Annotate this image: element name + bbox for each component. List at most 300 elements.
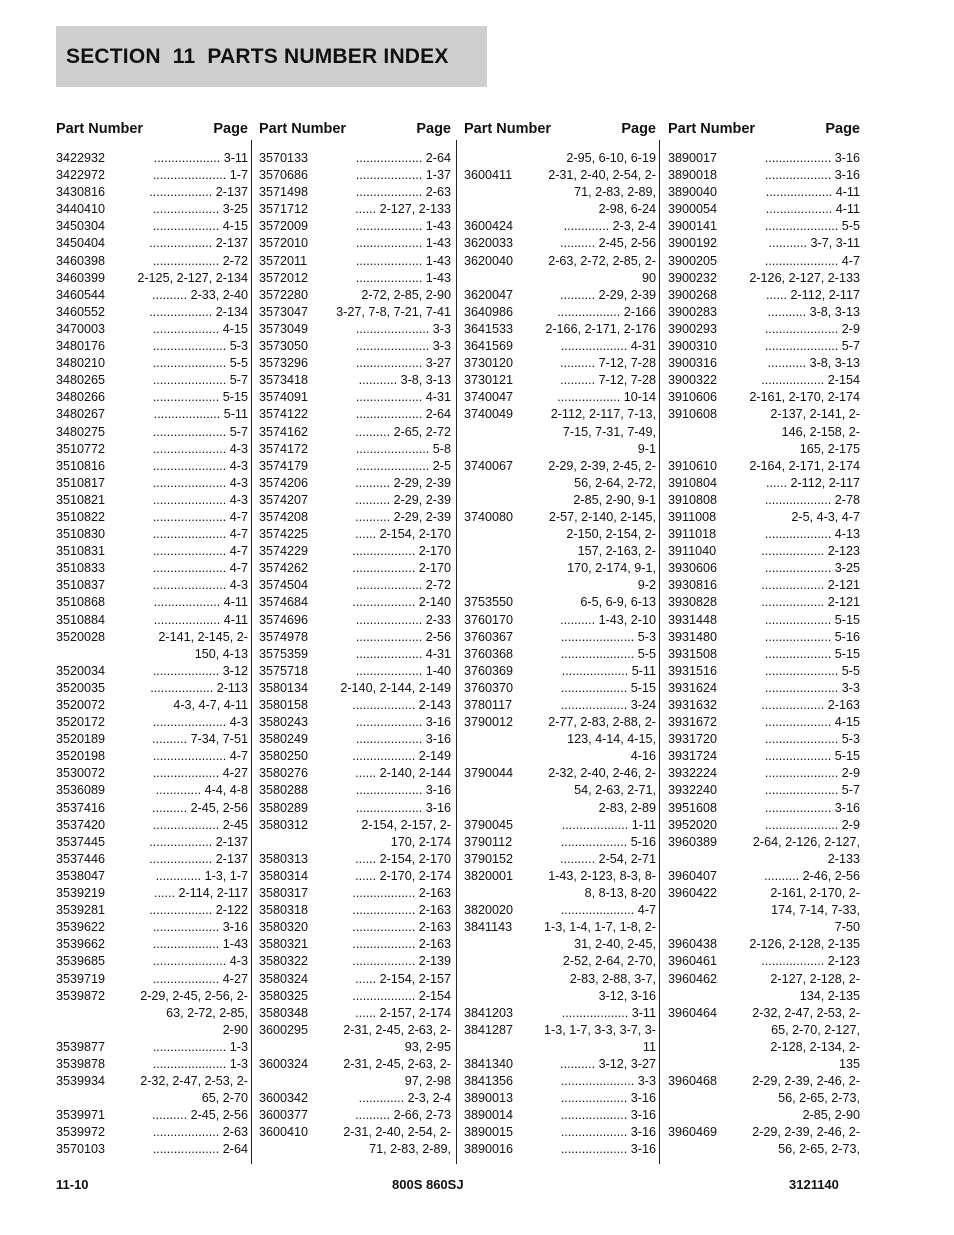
part-number-blank bbox=[464, 475, 526, 492]
index-entry bbox=[56, 663, 248, 680]
index-entry-continuation bbox=[464, 441, 656, 458]
index-entry-continuation bbox=[464, 424, 656, 441]
part-number: 3539662 bbox=[56, 937, 106, 952]
part-number: 3841143 bbox=[464, 920, 513, 935]
index-entry-continuation bbox=[668, 1022, 860, 1039]
header-page: Page bbox=[416, 121, 451, 137]
index-entry bbox=[464, 1056, 656, 1073]
part-number: 3460399 bbox=[56, 270, 106, 285]
part-number-blank bbox=[464, 424, 526, 441]
part-number: 3539219 bbox=[56, 886, 106, 901]
index-entry bbox=[259, 782, 451, 799]
index-entry-continuation bbox=[464, 475, 656, 492]
page-refs: ..................... 2-9 bbox=[764, 817, 860, 832]
index-column-4 bbox=[668, 118, 860, 1159]
page-refs: ..................... 4-7 bbox=[764, 253, 860, 268]
index-entry bbox=[56, 1107, 248, 1124]
page-refs: ................... 5-11 bbox=[561, 663, 656, 678]
part-number: 3572280 bbox=[259, 287, 309, 302]
index-entry bbox=[464, 817, 656, 834]
index-entry bbox=[259, 270, 451, 287]
page-refs: 2-126, 2-127, 2-133 bbox=[749, 270, 860, 285]
part-number: 3537416 bbox=[56, 800, 106, 815]
page-refs: .......... 2-33, 2-40 bbox=[152, 287, 248, 302]
index-entry bbox=[464, 287, 656, 304]
index-entry bbox=[668, 765, 860, 782]
index-entry bbox=[668, 389, 860, 406]
page-refs: 2-31, 2-45, 2-63, 2- bbox=[343, 1022, 451, 1037]
page-refs: ............. 2-3, 2-4 bbox=[358, 1091, 451, 1106]
page-refs: ..................... 4-3 bbox=[152, 475, 248, 490]
part-number-blank bbox=[464, 526, 526, 543]
part-number: 3430816 bbox=[56, 185, 106, 200]
part-number: 3575359 bbox=[259, 646, 309, 661]
page-refs: .......... 2-45, 2-56 bbox=[152, 800, 248, 815]
part-number: 3900141 bbox=[668, 219, 718, 234]
part-number: 3620040 bbox=[464, 253, 514, 268]
part-number: 3571498 bbox=[259, 185, 309, 200]
index-entry bbox=[259, 765, 451, 782]
page-refs: 2-127, 2-128, 2- bbox=[770, 971, 860, 986]
page-refs: ................... 3-16 bbox=[355, 783, 451, 798]
index-entry bbox=[668, 714, 860, 731]
part-number: 3570686 bbox=[259, 168, 309, 183]
part-number: 3573050 bbox=[259, 339, 309, 354]
part-number-blank bbox=[668, 919, 730, 936]
index-entry bbox=[56, 1056, 248, 1073]
part-number: 3537420 bbox=[56, 817, 106, 832]
page-refs: .................. 2-123 bbox=[761, 954, 860, 969]
index-entry bbox=[56, 235, 248, 252]
index-entry-continuation bbox=[56, 1022, 248, 1039]
index-entry bbox=[668, 697, 860, 714]
part-number: 3932224 bbox=[668, 766, 718, 781]
index-entry bbox=[259, 1005, 451, 1022]
part-number: 3520072 bbox=[56, 698, 106, 712]
page-refs: .................. 2-163 bbox=[352, 937, 451, 952]
page-refs: ...... 2-127, 2-133 bbox=[355, 202, 451, 217]
page-refs: .................. 2-143 bbox=[352, 698, 451, 712]
page-refs-continued: 93, 2-95 bbox=[404, 1039, 451, 1054]
index-entry-continuation bbox=[668, 424, 860, 441]
part-number: 3574091 bbox=[259, 390, 309, 405]
part-number: 3450304 bbox=[56, 219, 106, 234]
column-header bbox=[259, 118, 451, 150]
index-entry bbox=[56, 971, 248, 988]
part-number: 3890018 bbox=[668, 168, 718, 183]
index-entry bbox=[259, 663, 451, 680]
index-entry bbox=[56, 509, 248, 526]
index-entry bbox=[464, 167, 656, 184]
index-entry bbox=[259, 475, 451, 492]
part-number: 3537446 bbox=[56, 851, 106, 866]
part-number: 3574179 bbox=[259, 458, 309, 473]
index-entry bbox=[464, 1107, 656, 1124]
part-number: 3910804 bbox=[668, 475, 718, 490]
part-number: 3580134 bbox=[259, 680, 309, 695]
index-entry bbox=[56, 817, 248, 834]
index-entry bbox=[668, 287, 860, 304]
part-number: 3450404 bbox=[56, 236, 106, 251]
page-refs: ................... 5-15 bbox=[764, 646, 860, 661]
page-refs: 2-31, 2-40, 2-54, 2- bbox=[548, 168, 656, 183]
header-page: Page bbox=[621, 121, 656, 137]
part-number: 3580320 bbox=[259, 920, 309, 935]
index-entry bbox=[259, 441, 451, 458]
part-number: 3580324 bbox=[259, 971, 309, 986]
index-entry bbox=[464, 338, 656, 355]
part-number-blank bbox=[668, 1141, 730, 1158]
part-number: 3910808 bbox=[668, 492, 718, 507]
page-refs-continued: 56, 2-65, 2-73, bbox=[778, 1091, 860, 1106]
index-entry bbox=[259, 235, 451, 252]
index-entry-continuation bbox=[259, 1141, 451, 1158]
part-number: 3573047 bbox=[259, 304, 309, 319]
page-refs: ................... 5-16 bbox=[764, 629, 860, 644]
index-entry bbox=[259, 817, 451, 834]
part-number: 3960468 bbox=[668, 1074, 718, 1089]
index-entry-continuation bbox=[464, 731, 656, 748]
part-number: 3574162 bbox=[259, 424, 309, 439]
page-refs: .......... 1-43, 2-10 bbox=[560, 612, 656, 627]
part-number: 3931632 bbox=[668, 698, 718, 712]
page-refs: ...... 2-154, 2-170 bbox=[355, 527, 451, 542]
header-page: Page bbox=[825, 121, 860, 137]
index-entry bbox=[56, 953, 248, 970]
page-refs: .......... 2-54, 2-71 bbox=[560, 851, 656, 866]
page-refs: .......... 7-34, 7-51 bbox=[152, 732, 248, 747]
page-refs: ..................... 4-3 bbox=[152, 715, 248, 730]
page-refs: .................. 2-163 bbox=[761, 698, 860, 712]
index-entry bbox=[56, 321, 248, 338]
index-entry bbox=[464, 851, 656, 868]
page-refs: 3-27, 7-8, 7-21, 7-41 bbox=[336, 304, 451, 319]
part-number-blank bbox=[464, 971, 526, 988]
index-entry-continuation bbox=[464, 526, 656, 543]
page-refs: ..................... 5-7 bbox=[764, 339, 860, 354]
index-entry bbox=[259, 646, 451, 663]
part-number: 3440410 bbox=[56, 202, 106, 217]
page-refs-continued: 7-15, 7-31, 7-49, bbox=[562, 424, 656, 439]
page-refs: .................. 2-163 bbox=[352, 903, 451, 918]
index-entry bbox=[56, 1124, 248, 1141]
page-refs: ................... 5-15 bbox=[560, 680, 656, 695]
page-refs: ................... 2-64 bbox=[152, 1142, 248, 1157]
page-refs: .......... 2-29, 2-39 bbox=[560, 287, 656, 302]
index-entry bbox=[668, 1005, 860, 1022]
page-refs: 2-161, 2-170, 2-174 bbox=[749, 390, 860, 405]
index-entry bbox=[668, 936, 860, 953]
page-refs: 2-95, 6-10, 6-19 bbox=[566, 151, 656, 165]
page-refs-continued: 150, 4-13 bbox=[194, 646, 248, 661]
page-refs: .................. 2-122 bbox=[149, 903, 248, 918]
page-refs: 2-166, 2-171, 2-176 bbox=[545, 321, 656, 336]
index-column-3 bbox=[464, 118, 656, 1159]
part-number: 3520028 bbox=[56, 629, 106, 644]
part-number: 3520035 bbox=[56, 680, 106, 695]
part-number: 3480275 bbox=[56, 424, 106, 439]
page-refs: ................... 3-16 bbox=[152, 920, 248, 935]
index-entry bbox=[668, 372, 860, 389]
index-entry bbox=[464, 372, 656, 389]
index-entry bbox=[259, 714, 451, 731]
part-number-blank bbox=[56, 1022, 118, 1039]
index-entry bbox=[464, 697, 656, 714]
index-entry bbox=[259, 150, 451, 167]
part-number: 3571712 bbox=[259, 202, 309, 217]
part-number: 3530072 bbox=[56, 766, 106, 781]
index-entry bbox=[56, 1141, 248, 1158]
part-number: 3931516 bbox=[668, 663, 718, 678]
part-number-blank bbox=[56, 646, 118, 663]
part-number: 3574208 bbox=[259, 509, 309, 524]
index-entry bbox=[464, 612, 656, 629]
part-number: 3730121 bbox=[464, 373, 514, 388]
index-entry bbox=[259, 919, 451, 936]
part-number: 3931448 bbox=[668, 612, 718, 627]
index-entry bbox=[56, 201, 248, 218]
index-entry bbox=[259, 492, 451, 509]
part-number: 3520189 bbox=[56, 732, 106, 747]
page-refs: ................... 2-63 bbox=[355, 185, 451, 200]
index-entry bbox=[56, 748, 248, 765]
part-number: 3900268 bbox=[668, 287, 718, 302]
part-number: 3580317 bbox=[259, 886, 309, 901]
page-refs: 2-137, 2-141, 2- bbox=[770, 407, 860, 422]
page-refs-continued: 157, 2-163, 2- bbox=[577, 544, 656, 559]
part-number: 3841203 bbox=[464, 1005, 514, 1020]
index-entry-continuation bbox=[464, 748, 656, 765]
index-entry bbox=[464, 765, 656, 782]
index-entry bbox=[56, 458, 248, 475]
part-number: 3932240 bbox=[668, 783, 718, 798]
page-refs: ...... 2-170, 2-174 bbox=[355, 868, 451, 883]
page-refs: 2-29, 2-39, 2-46, 2- bbox=[752, 1125, 860, 1140]
index-entry-continuation bbox=[668, 988, 860, 1005]
page-refs: ..................... 5-7 bbox=[152, 373, 248, 388]
part-number: 3960469 bbox=[668, 1125, 718, 1140]
page-refs: ..................... 4-3 bbox=[152, 954, 248, 969]
index-entry bbox=[464, 1090, 656, 1107]
index-entry-continuation bbox=[56, 646, 248, 663]
index-entry bbox=[259, 338, 451, 355]
index-entry bbox=[56, 218, 248, 235]
page-refs: ..................... 4-7 bbox=[152, 561, 248, 576]
page-refs-continued: 2-128, 2-134, 2- bbox=[770, 1039, 860, 1054]
page-refs: ...... 2-140, 2-144 bbox=[355, 766, 451, 781]
page-refs: .................. 2-149 bbox=[352, 749, 451, 764]
index-entry bbox=[56, 253, 248, 270]
page-refs: 2-5, 4-3, 4-7 bbox=[791, 509, 860, 524]
page-refs: ................... 1-11 bbox=[561, 817, 656, 832]
part-number: 3900293 bbox=[668, 321, 718, 336]
page-refs: ................... 2-63 bbox=[152, 1125, 248, 1140]
part-number: 3574206 bbox=[259, 475, 309, 490]
page-refs: ................... 3-16 bbox=[764, 168, 860, 183]
page-refs: .......... 2-46, 2-56 bbox=[764, 868, 860, 883]
index-entry bbox=[56, 492, 248, 509]
page-refs-continued: 165, 2-175 bbox=[799, 441, 860, 456]
part-number: 3790112 bbox=[464, 834, 513, 849]
part-number-blank bbox=[668, 1022, 730, 1039]
index-entry bbox=[259, 253, 451, 270]
index-entry bbox=[259, 1090, 451, 1107]
index-entry bbox=[259, 543, 451, 560]
page-refs: ...... 2-154, 2-157 bbox=[355, 971, 451, 986]
part-number: 3572009 bbox=[259, 219, 309, 234]
page-refs: ................... 3-12 bbox=[152, 663, 248, 678]
page-refs: 2-141, 2-145, 2- bbox=[158, 629, 248, 644]
page-refs: ................... 4-31 bbox=[355, 646, 451, 661]
page-refs: ..................... 4-3 bbox=[152, 458, 248, 473]
index-entry bbox=[464, 150, 656, 167]
part-number: 3600324 bbox=[259, 1056, 309, 1071]
page-refs: ................... 4-11 bbox=[765, 202, 860, 217]
page-refs: ..................... 4-7 bbox=[152, 527, 248, 542]
part-number-blank bbox=[668, 1056, 730, 1073]
page-refs-continued: 174, 7-14, 7-33, bbox=[771, 903, 860, 918]
part-number: 3510816 bbox=[56, 458, 106, 473]
part-number: 3931724 bbox=[668, 749, 718, 764]
page-refs: ..................... 4-3 bbox=[152, 441, 248, 456]
index-entry bbox=[668, 492, 860, 509]
part-number: 3890015 bbox=[464, 1125, 514, 1140]
part-number: 3600424 bbox=[464, 219, 514, 234]
page-refs: ................... 3-25 bbox=[764, 561, 860, 576]
index-entry-continuation bbox=[464, 560, 656, 577]
index-entry bbox=[668, 270, 860, 287]
part-number: 3480266 bbox=[56, 390, 106, 405]
part-number: 3600377 bbox=[259, 1108, 309, 1123]
part-number: 3820020 bbox=[464, 903, 514, 918]
index-entry bbox=[668, 782, 860, 799]
page-refs-continued: 123, 4-14, 4-15, bbox=[567, 732, 656, 747]
page-refs-continued: 31, 2-40, 2-45, bbox=[574, 937, 656, 952]
part-number: 3730120 bbox=[464, 356, 514, 371]
index-entry bbox=[56, 424, 248, 441]
page-refs: ..................... 5-5 bbox=[152, 356, 248, 371]
index-entry bbox=[464, 1073, 656, 1090]
page-refs: .................. 10-14 bbox=[557, 390, 656, 405]
index-entry bbox=[259, 629, 451, 646]
page-refs: ................... 3-25 bbox=[152, 202, 248, 217]
index-entry bbox=[668, 800, 860, 817]
part-number: 3890013 bbox=[464, 1091, 514, 1106]
index-entry bbox=[464, 1124, 656, 1141]
part-number: 3760368 bbox=[464, 646, 514, 661]
part-number: 3539685 bbox=[56, 954, 106, 969]
index-entry bbox=[464, 594, 656, 611]
index-entry bbox=[668, 834, 860, 851]
part-number-blank bbox=[464, 936, 526, 953]
part-number-blank bbox=[464, 748, 526, 765]
part-number: 3574207 bbox=[259, 492, 309, 507]
part-number: 3640986 bbox=[464, 304, 514, 319]
part-number: 3900310 bbox=[668, 339, 718, 354]
part-number-blank bbox=[668, 902, 730, 919]
part-number: 3574262 bbox=[259, 561, 309, 576]
part-number-blank bbox=[464, 577, 526, 594]
page-refs: ................... 5-16 bbox=[560, 834, 656, 849]
part-number: 3930816 bbox=[668, 578, 718, 593]
page-refs: 1-3, 1-7, 3-3, 3-7, 3- bbox=[544, 1022, 656, 1037]
index-entry bbox=[259, 594, 451, 611]
part-number: 3538047 bbox=[56, 868, 106, 883]
index-entry bbox=[464, 458, 656, 475]
page-refs-continued: 9-2 bbox=[637, 578, 656, 593]
part-number: 3572011 bbox=[259, 253, 308, 268]
part-number-blank bbox=[464, 988, 526, 1005]
page-refs: 2-29, 2-39, 2-46, 2- bbox=[752, 1074, 860, 1089]
page-refs: ..................... 1-3 bbox=[152, 1056, 248, 1071]
part-number: 3539878 bbox=[56, 1056, 106, 1071]
page-refs: ............. 2-3, 2-4 bbox=[563, 219, 656, 234]
part-number: 3573418 bbox=[259, 373, 309, 388]
page-refs: ..................... 4-7 bbox=[152, 544, 248, 559]
index-entry bbox=[56, 697, 248, 714]
part-number: 3951608 bbox=[668, 800, 718, 815]
part-number-blank bbox=[464, 543, 526, 560]
index-entry bbox=[464, 663, 656, 680]
index-entry bbox=[464, 646, 656, 663]
page-refs: ................... 4-15 bbox=[764, 715, 860, 730]
part-number: 3740049 bbox=[464, 407, 514, 422]
part-number: 3537445 bbox=[56, 834, 106, 849]
index-entry bbox=[56, 406, 248, 423]
page-refs: ................... 4-31 bbox=[355, 390, 451, 405]
index-entry-continuation bbox=[464, 270, 656, 287]
index-entry bbox=[259, 201, 451, 218]
page-refs: .................. 2-170 bbox=[352, 544, 451, 559]
part-number-blank bbox=[668, 851, 730, 868]
page-refs: 1-43, 2-123, 8-3, 8- bbox=[548, 868, 656, 883]
index-entry bbox=[668, 731, 860, 748]
index-entry bbox=[668, 235, 860, 252]
index-entry bbox=[259, 287, 451, 304]
column-divider bbox=[456, 140, 457, 1164]
part-number: 3480176 bbox=[56, 339, 106, 354]
part-number: 3574172 bbox=[259, 441, 309, 456]
part-number: 3422932 bbox=[56, 151, 106, 165]
index-entry bbox=[56, 338, 248, 355]
index-entry bbox=[259, 218, 451, 235]
index-entry bbox=[56, 526, 248, 543]
page-refs-continued: 170, 2-174 bbox=[390, 834, 451, 849]
index-entry bbox=[259, 526, 451, 543]
page-refs: .................. 2-137 bbox=[149, 851, 248, 866]
page-refs: ................... 4-31 bbox=[560, 339, 656, 354]
part-number: 3480267 bbox=[56, 407, 106, 422]
page-refs: ................... 4-15 bbox=[152, 219, 248, 234]
page-refs: 2-32, 2-47, 2-53, 2- bbox=[140, 1074, 248, 1089]
index-entry bbox=[56, 851, 248, 868]
part-number: 3790012 bbox=[464, 715, 514, 730]
index-entry-continuation bbox=[464, 971, 656, 988]
index-entry bbox=[668, 150, 860, 167]
index-entry bbox=[668, 663, 860, 680]
page-refs: ...... 2-114, 2-117 bbox=[153, 886, 248, 901]
part-number: 3960422 bbox=[668, 886, 718, 901]
page-refs-continued: 54, 2-63, 2-71, bbox=[574, 783, 656, 798]
page-refs: .................. 2-137 bbox=[149, 834, 248, 849]
index-entry bbox=[668, 184, 860, 201]
index-entry bbox=[668, 748, 860, 765]
page-refs-continued: 2-133 bbox=[827, 851, 860, 866]
part-number: 3539281 bbox=[56, 903, 106, 918]
page-refs: ...... 2-112, 2-117 bbox=[765, 475, 860, 490]
part-number: 3911040 bbox=[668, 544, 717, 559]
part-number: 3580312 bbox=[259, 817, 309, 832]
